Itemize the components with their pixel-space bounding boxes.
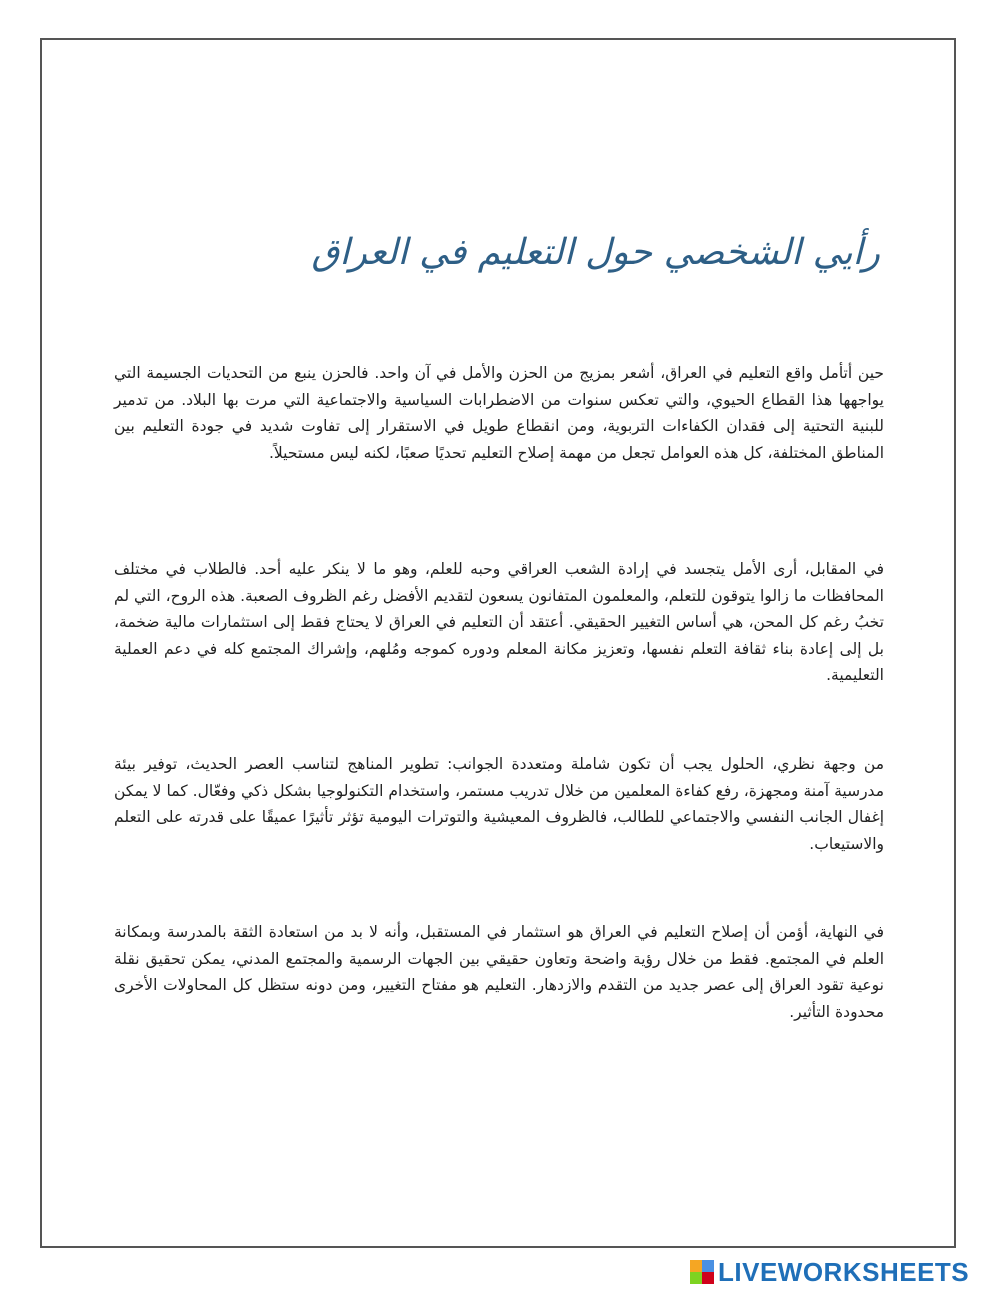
liveworksheets-logo[interactable] [690, 1257, 969, 1287]
paragraph-4: في النهاية، أؤمن أن إصلاح التعليم في العراق هو استثمار في المستقبل، وأنه لا بد من استعادة الثقة بالمدرسة وبمكانة العلم في المجتمع. فقط من خلال رؤية واضحة وتعاون حقيقي بين الجهات الرسمية والمجتمع المدني، يمكن تحقيق نقلة نوعية تقود العراق إلى عصر جديد من التقدم والازدهار. التعليم هو مفتاح التغيير، ومن دونه ستظل كل المحاولات الأخرى محدودة التأثير. [114, 923, 884, 1021]
paragraph-2: في المقابل، أرى الأمل يتجسد في إرادة الشعب العراقي وحبه للعلم، وهو ما لا ينكر عليه أحد. فالطلاب في مختلف المحافظات ما زالوا يتوقون للتعلم، والمعلمون المتفانون يسعون لتقديم الأفضل رغم الظروف الصعبة. هذه الروح، التي لم تخبُ رغم كل المحن، هي أساس التغيير الحقيقي. أعتقد أن التعليم في العراق لا يحتاج فقط إلى استثمارات مالية ضخمة، بل إلى إعادة بناء ثقافة التعلم نفسها، وتعزيز مكانة المعلم ودوره كموجه ومُلهم، وإشراك المجتمع كله في دعم العملية التعليمية. [114, 560, 884, 684]
brand-name: LIVEWORKSHEETS [718, 1256, 970, 1287]
paragraph-3: من وجهة نظري، الحلول يجب أن تكون شاملة ومتعددة الجوانب: تطوير المناهج لتناسب العصر الحديث، توفير بيئة مدرسية آمنة ومجهزة، رفع كفاءة المعلمين من خلال تدريب مستمر، واستخدام التكنولوجيا بشكل ذكي وفعّال. كما لا يمكن إغفال الجانب النفسي والاجتماعي للطالب، فالظروف المعيشية والتوترات اليومية تؤثر تأثيرًا عميقًا على قدرته على التعلم والاستيعاب. [114, 755, 884, 853]
paragraph-1: حين أتأمل واقع التعليم في العراق، أشعر بمزيج من الحزن والأمل في آن واحد. فالحزن ينبع من التحديات الجسيمة التي يواجهها هذا القطاع الحيوي، والتي تعكس سنوات من الاضطرابات السياسية والاجتماعية التي مرت بها البلاد. من تدمير للبنية التحتية إلى فقدان الكفاءات التربوية، ومن انقطاع طويل في الاستقرار إلى تفاوت شديد في جودة التعليم بين المناطق المختلفة، كل هذه العوامل تجعل من مهمة إصلاح التعليم تحديًا صعبًا، لكنه ليس مستحيلاً. [114, 364, 884, 462]
document-title: رأيي الشخصي حول التعليم في العراق [311, 232, 880, 273]
liveworksheets-logo-icon [690, 1260, 714, 1284]
